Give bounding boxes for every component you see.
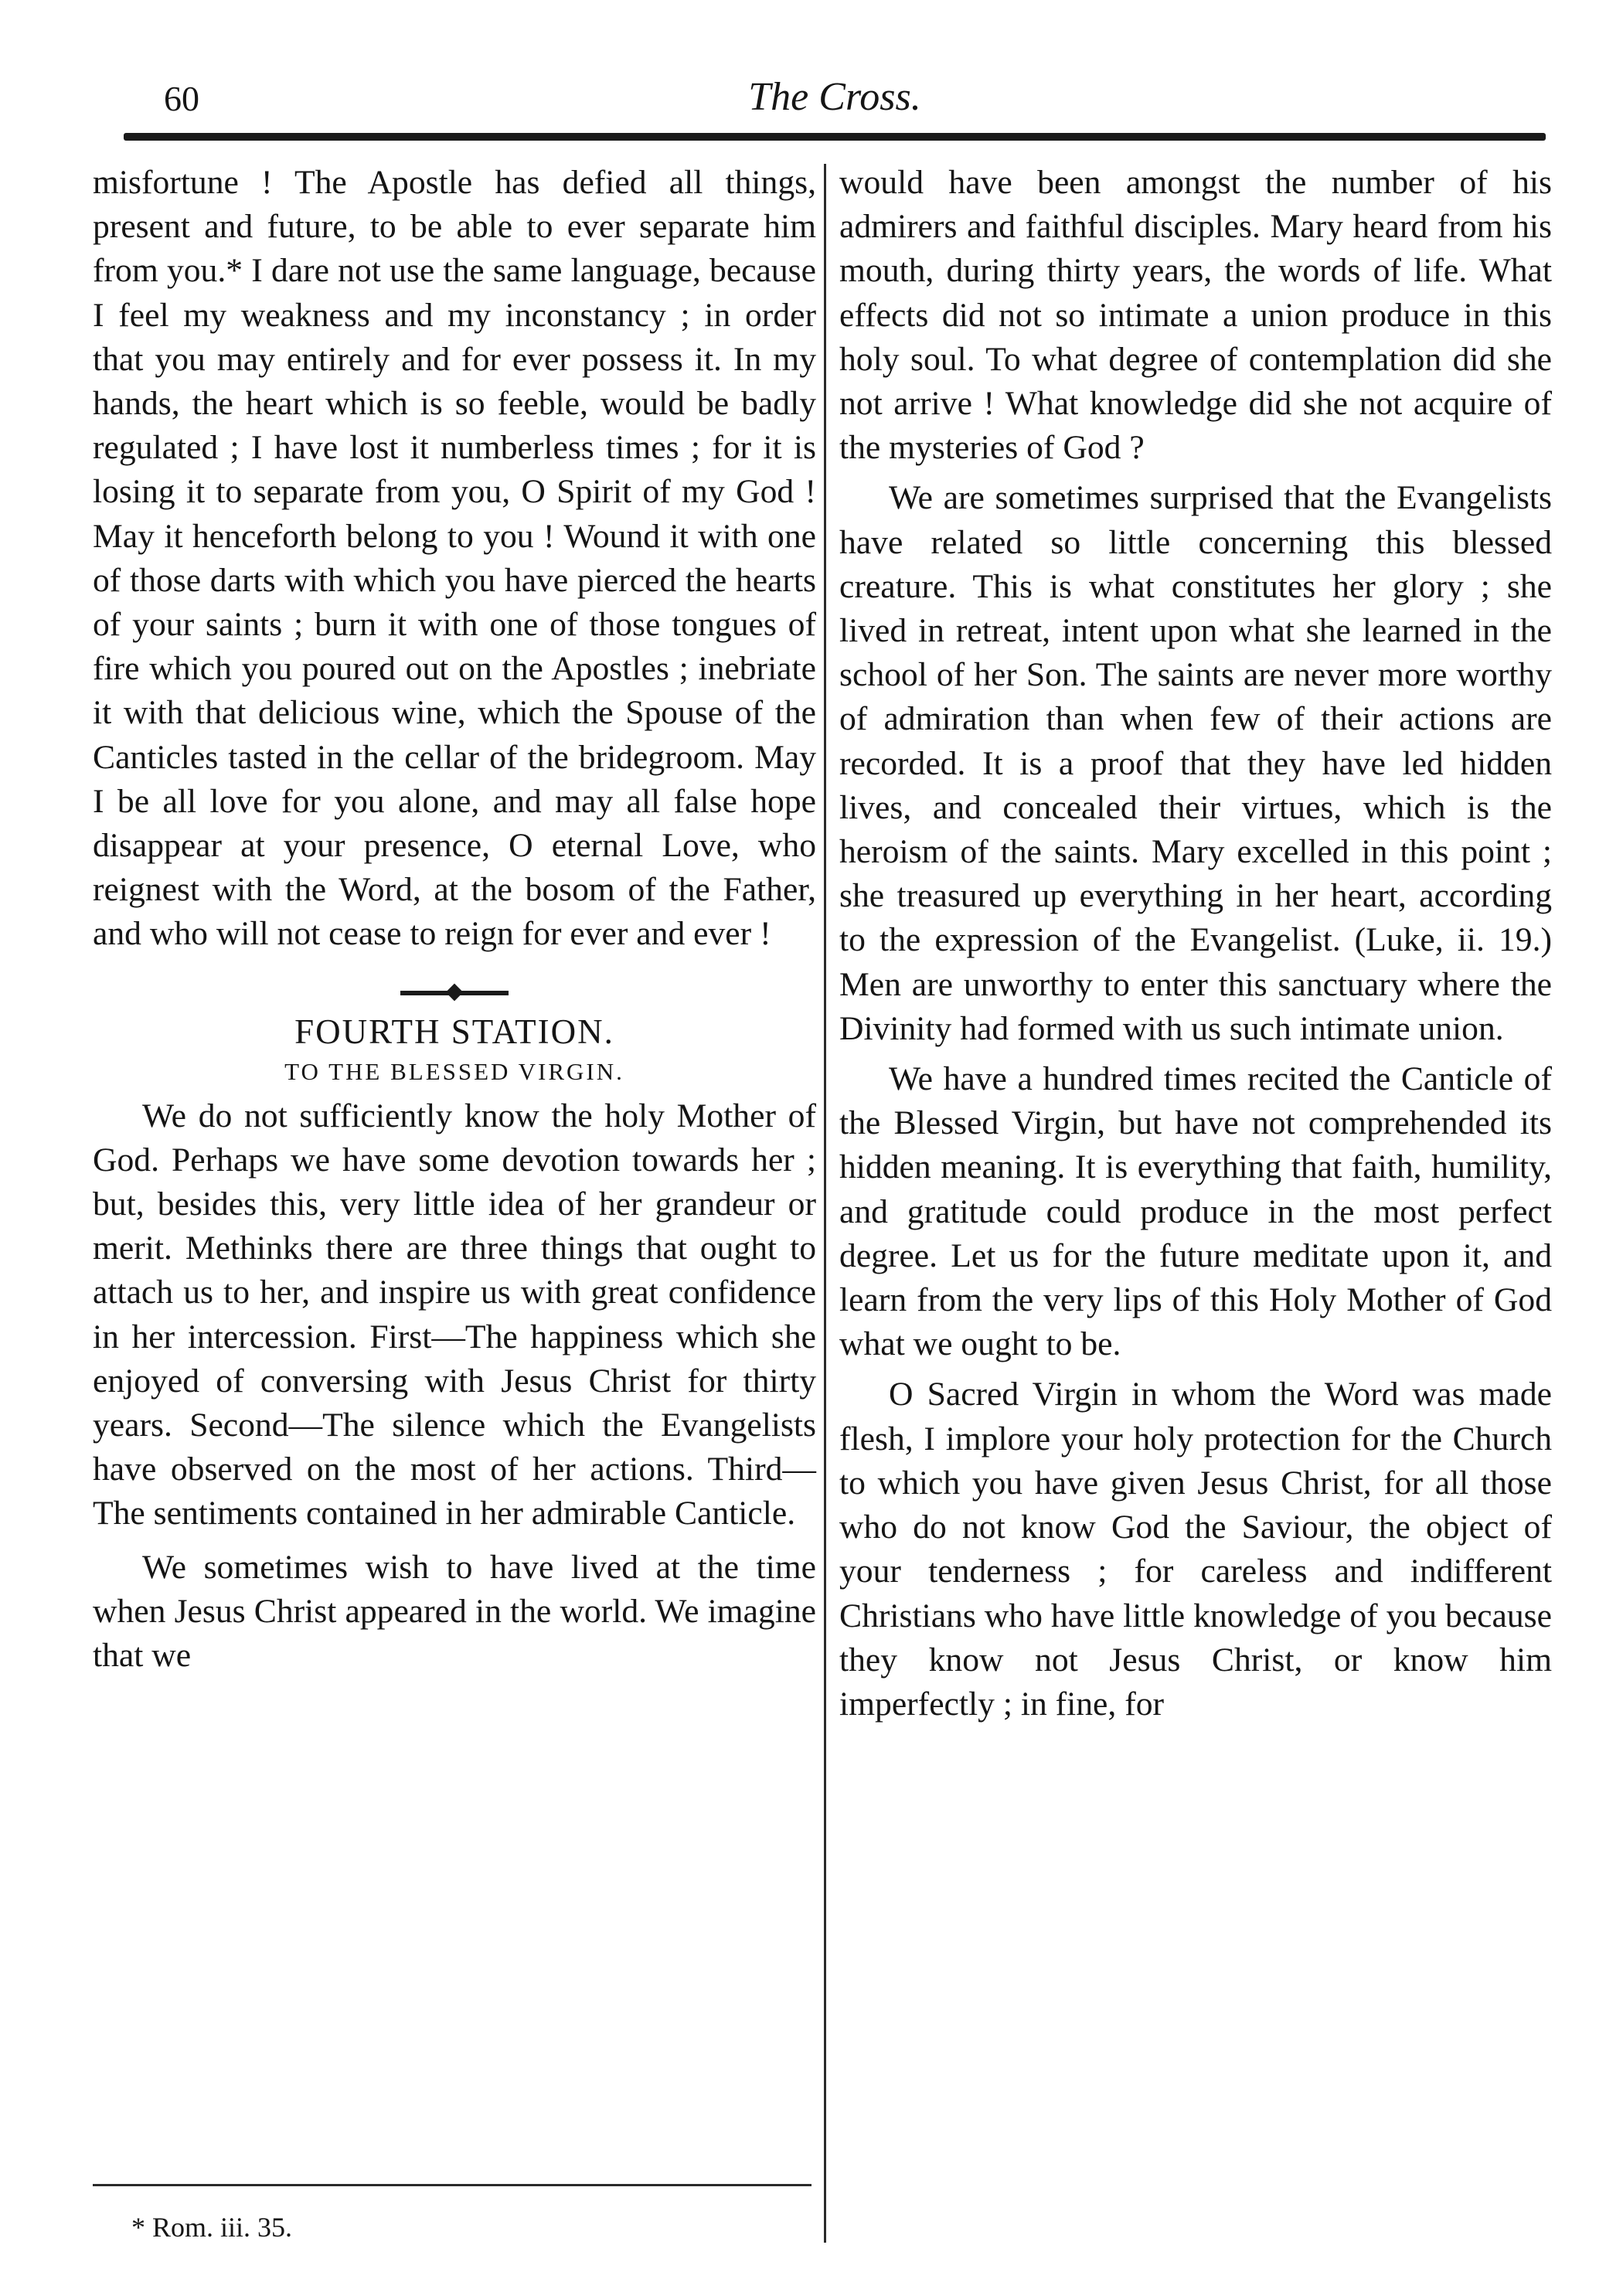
right-paragraph-2: We are sometimes surprised that the Evangelists have related so little concerning this blessed creature. This is what constitutes her glory ; she lived in retreat, intent upon what she learned in the school of her Son. The saints are never more worthy of admiration than when few of their actions are recorded. It is a proof that they have led hidden lives, and concealed their virtues, which is the heroism of the saints. Mary excelled in this point ; she treasured up everything in her heart, according to the expression of the Evangelist. (Luke, ii. 19.) Men are unworthy to enter this sanctuary where the Divinity had formed with us such intimate union. xyxy=(839,479,1552,1047)
left-column xyxy=(93,161,816,1678)
footnote-rule xyxy=(93,2184,812,2186)
header-rule xyxy=(124,133,1546,141)
right-paragraph-4: O Sacred Virgin in whom the Word was made flesh, I implore your holy protection for the Church to which you have given Jesus Christ, for all those who do not know God the Saviour, the object of your tenderness ; for careless and indifferent Christians who have little knowledge of you because they know not Jesus Christ, or know him imperfectly ; in fine, for xyxy=(839,1376,1552,1723)
right-column xyxy=(839,161,1552,1726)
running-title: The Cross. xyxy=(748,75,921,119)
page-number: 60 xyxy=(164,79,199,118)
page-header xyxy=(124,54,1546,139)
left-paragraph-1: misfortune ! The Apostle has defied all things, present and future, to be able to ever separate him from you.* I dare not use the same language, because I feel my weakness and my inconstancy ; in order that you may entirely and for ever possess it. In my hands, the heart which is so feeble, would be badly regulated ; I have lost it numberless times ; for it is losing it to separate from you, O Spirit of my God ! May it henceforth belong to you ! Wound it with one of those darts with which you have pierced the hearts of your saints ; burn it with one of those tongues of fire which you poured out on the Apostles ; inebriate it with that delicious wine, which the Spouse of the Canticles tasted in the cellar of the bridegroom. May I be all love for you alone, and may all false hope disappear at your presence, O eternal Love, who reignest with the Word, at the bosom of the Father, and who will not cease to reign for ever and ever ! xyxy=(93,164,816,953)
left-paragraph-2: We do not sufficiently know the holy Mother of God. Perhaps we have some devotion towards her ; but, besides this, very little idea of her grandeur or merit. Methinks there are three things that ought to attach us to her, and inspire us with great confidence in her intercession. First—The happiness which she enjoyed of conversing with Jesus Christ for thirty years. Second—The silence which the Evangelists have observed on the most of her actions. Third—The sentiments contained in her admirable Canticle. xyxy=(93,1097,816,1532)
left-paragraph-3: We sometimes wish to have lived at the time when Jesus Christ appeared in the world. We imagine that we xyxy=(93,1548,816,1675)
section-subheading: TO THE BLESSED VIRGIN. xyxy=(284,1057,624,1085)
footnote: * Rom. iii. 35. xyxy=(131,2212,293,2243)
right-paragraph-3: We have a hundred times recited the Canticle of the Blessed Virgin, but have not comprehended its hidden meaning. It is everything that faith, humility, and gratitude could produce in the most perfect degree. Let us for the future meditate upon it, and learn from the very lips of this Holy Mother of God what we ought to be. xyxy=(839,1060,1552,1363)
section-heading: FOURTH STATION. xyxy=(294,1012,614,1051)
section-ornament xyxy=(400,991,509,995)
right-paragraph-1: would have been amongst the number of his admirers and faithful disciples. Mary heard from his mouth, during thirty years, the words of life. What effects did not so intimate a union produce in this holy soul. To what degree of contemplation did she not arrive ! What knowledge did she not acquire of the mysteries of God ? xyxy=(839,164,1552,467)
column-divider xyxy=(824,164,826,2243)
